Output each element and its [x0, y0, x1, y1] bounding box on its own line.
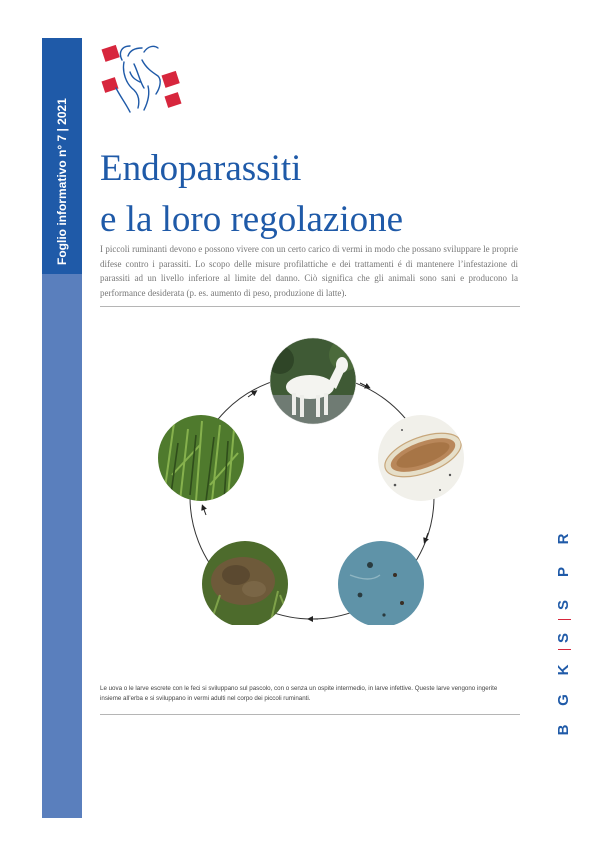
org-separator — [558, 619, 571, 620]
parasite-egg-photo — [376, 413, 468, 505]
org-letter: P — [555, 567, 572, 578]
arrow-4 — [203, 507, 206, 515]
page-title — [100, 143, 540, 245]
divider-bottom — [100, 714, 520, 715]
org-separator — [558, 649, 571, 650]
figure-caption: Le uova o le larve escrete con le feci si sviluppano sul pascolo, con o senza un ospite intermedio, in larve infettive. Queste larve vengono ingerite insieme all’erba e si sviluppano in vermi adulti nel corpo dei piccoli ruminanti. — [100, 685, 498, 702]
org-letter: B — [555, 724, 572, 736]
org-letter: S — [555, 633, 572, 644]
org-letter: R — [555, 533, 572, 545]
divider-top — [100, 306, 520, 307]
org-letter: S — [555, 600, 572, 611]
sidebar-label: Foglio informativo n° 7 | 2021 — [55, 98, 69, 265]
life-cycle-diagram — [140, 325, 470, 625]
org-letter: K — [555, 664, 572, 676]
goat-photo — [260, 335, 370, 435]
larvae-microscope-photo — [336, 539, 428, 625]
title-line-2: e la loro regolazione — [100, 199, 404, 240]
feces-on-pasture-photo — [200, 539, 292, 625]
grass-pasture-photo — [156, 413, 248, 505]
title-line-1: Endoparassiti — [100, 148, 302, 189]
org-letter: G — [555, 694, 572, 706]
intro-paragraph: I piccoli ruminanti devono e possono vivere con un certo carico di vermi in modo che possano sviluppare le proprie difese contro i parassiti. Lo scopo delle misure profilattiche e dei trattamenti é di mantenere l’infestazione di parassiti ad un livello inferiore al limite del danno. Ciò significa che gli animali sono sani e producono la performance desiderata (p. es. aumento di peso, produzione di latte). — [100, 244, 518, 298]
logo-goat-icon — [100, 42, 185, 117]
